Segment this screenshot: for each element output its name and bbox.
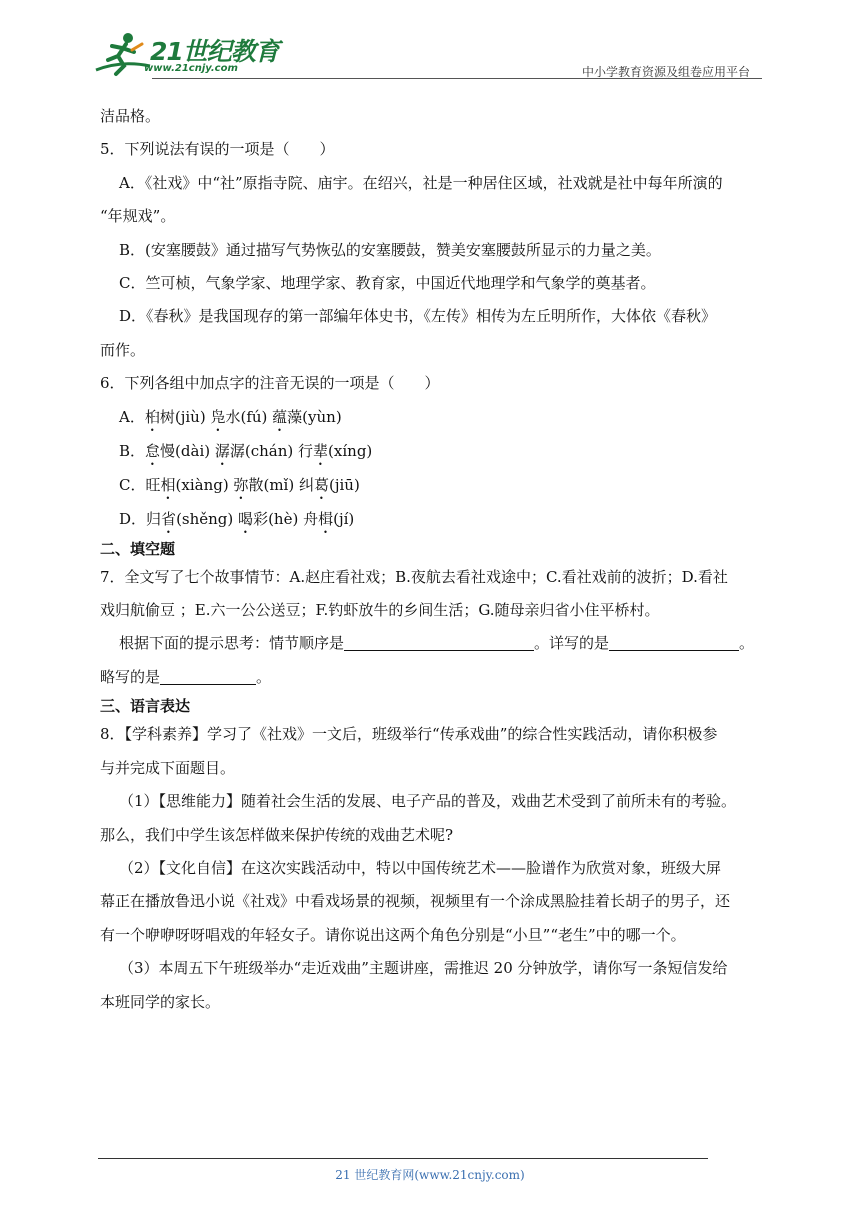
pinyin-text: 树(jiù) [159,407,211,426]
page-header [92,26,762,82]
dotted-char: 桕 [144,407,160,426]
dotted-char: 葛 [313,475,329,494]
platform-name: 中小学教育资源及组卷应用平台 [581,65,750,79]
header-divider [152,78,762,79]
dotted-char: 楫 [318,509,334,528]
logo-url: www.21cnjy.com [144,63,238,74]
prompt-text: 。 [256,667,272,686]
dotted-char: 潺 [214,441,230,460]
prompt-text: 略写的是 [100,667,161,686]
option-5b: B．(安塞腰鼓》通过描写气势恢弘的安塞腰鼓，赞美安塞腰鼓所显示的力量之美。 [119,240,661,259]
runner-logo-icon [92,30,152,78]
answer-blank-brief[interactable] [160,668,256,685]
pinyin-text: (xíng) [328,441,373,460]
question-8-3-cont: 本班同学的家长。 [100,992,221,1011]
question-7-cont: 戏归航偷豆 ；E.六一公公送豆；F.钓虾放牛的乡间生活；G.随母亲归省小住平桥村。 [100,601,660,620]
option-label: B． [119,441,146,460]
pinyin-text: (xiàng) [175,475,234,494]
option-5a-cont: “年规戏”。 [100,207,176,226]
option-5a: A．《社戏》中“社”原指寺院、庙宇。在绍兴，社是一种居住区域，社戏就是社中每年所演的 [119,173,723,192]
question-8: 8．【学科素养】学习了《社戏》一文后，班级举行“传承戏曲”的综合性实践活动，请你积极参 [100,725,718,744]
plain-char: 旺 [145,475,161,494]
question-7-prompt [100,627,760,660]
question-8-2: （2）【文化自信】在这次实践活动中，特以中国传统艺术——脸谱作为欣赏对象，班级大屏 [119,858,722,877]
pinyin-text: (shěng) [176,509,239,528]
option-5c: C．竺可桢，气象学家、地理学家、教育家，中国近代地理学和气象学的奠基者。 [119,274,656,293]
question-7: 7．全文写了七个故事情节：A.赵庄看社戏；B.夜航去看社戏途中；C.看社戏前的波折；D.看社 [100,567,728,586]
question-8-cont: 与并完成下面题目。 [100,758,236,777]
option-5d: D．《春秋》是我国现存的第一部编年体史书，《左传》相传为左丘明所作，大体依《春秋》 [119,307,717,326]
pinyin-text: 慢(dài) [160,441,215,460]
dotted-char: 怠 [145,441,161,460]
dotted-char: 蕴 [272,407,288,426]
answer-blank-detailed[interactable] [609,634,739,651]
question-5: 5．下列说法有误的一项是（ ） [100,140,335,159]
option-6b [100,435,760,469]
prompt-text: 。详写的是 [534,634,610,653]
question-6: 6．下列各组中加点字的注音无误的一项是（ ） [100,374,440,393]
dotted-char: 喝 [238,509,254,528]
question-8-2-cont: 有一个咿咿呀呀唱戏的年轻女子。请你说出这两个角色分别是“小旦”“老生”中的哪一个。 [100,925,686,944]
pinyin-text: (jiū) [328,475,360,494]
option-5d-cont: 而作。 [100,340,146,359]
footer-divider [98,1158,708,1159]
question-7-prompt-cont [100,661,760,694]
text-line: 洁品格。 [100,107,161,125]
option-6a [100,401,760,435]
pinyin-text: 散(mǐ) 纠 [248,475,314,494]
pinyin-text: (jí) [333,509,355,528]
section-heading-2: 二、填空题 [100,539,176,558]
option-label: D． [119,509,147,528]
plain-char: 归 [146,509,162,528]
section-heading-3: 三、语言表达 [100,697,191,716]
pinyin-text: 潺(chán) 行 [229,441,314,460]
dotted-char: 辈 [313,441,329,460]
pinyin-text: 彩(hè) 舟 [253,509,319,528]
answer-blank-order[interactable] [344,634,534,651]
option-label: A． [119,407,145,426]
option-6c [100,469,760,503]
option-label: C． [119,475,146,494]
logo-text: 21世纪教育 [150,37,279,66]
prompt-text: 根据下面的提示思考：情节顺序是 [119,634,345,653]
question-8-2-cont: 幕正在播放鲁迅小说《社戏》中看戏场景的视频，视频里有一个涂成黑脸挂着长胡子的男子，还 [100,892,731,911]
pinyin-text: 藻(yùn) [287,407,342,426]
pinyin-text: 水(fú) [225,407,273,426]
page-footer: 21 世纪教育网(www.21cnjy.com) [335,1168,525,1182]
option-6d [100,503,760,537]
dotted-char: 相 [160,475,176,494]
question-8-1-cont: 那么，我们中学生该怎样做来保护传统的戏曲艺术呢? [100,825,454,844]
site-logo [92,30,282,78]
dotted-char: 弥 [233,475,249,494]
document-body [100,100,760,1019]
dotted-char: 省 [161,509,177,528]
dotted-char: 凫 [210,407,226,426]
question-8-3: （3）本周五下午班级举办“走近戏曲”主题讲座，需推迟 20 分钟放学，请你写一条短信发给 [119,959,728,978]
prompt-text: 。 [739,634,755,653]
question-8-1: （1）【思维能力】随着社会生活的发展、电子产品的普及，戏曲艺术受到了前所未有的考验。 [119,792,737,811]
